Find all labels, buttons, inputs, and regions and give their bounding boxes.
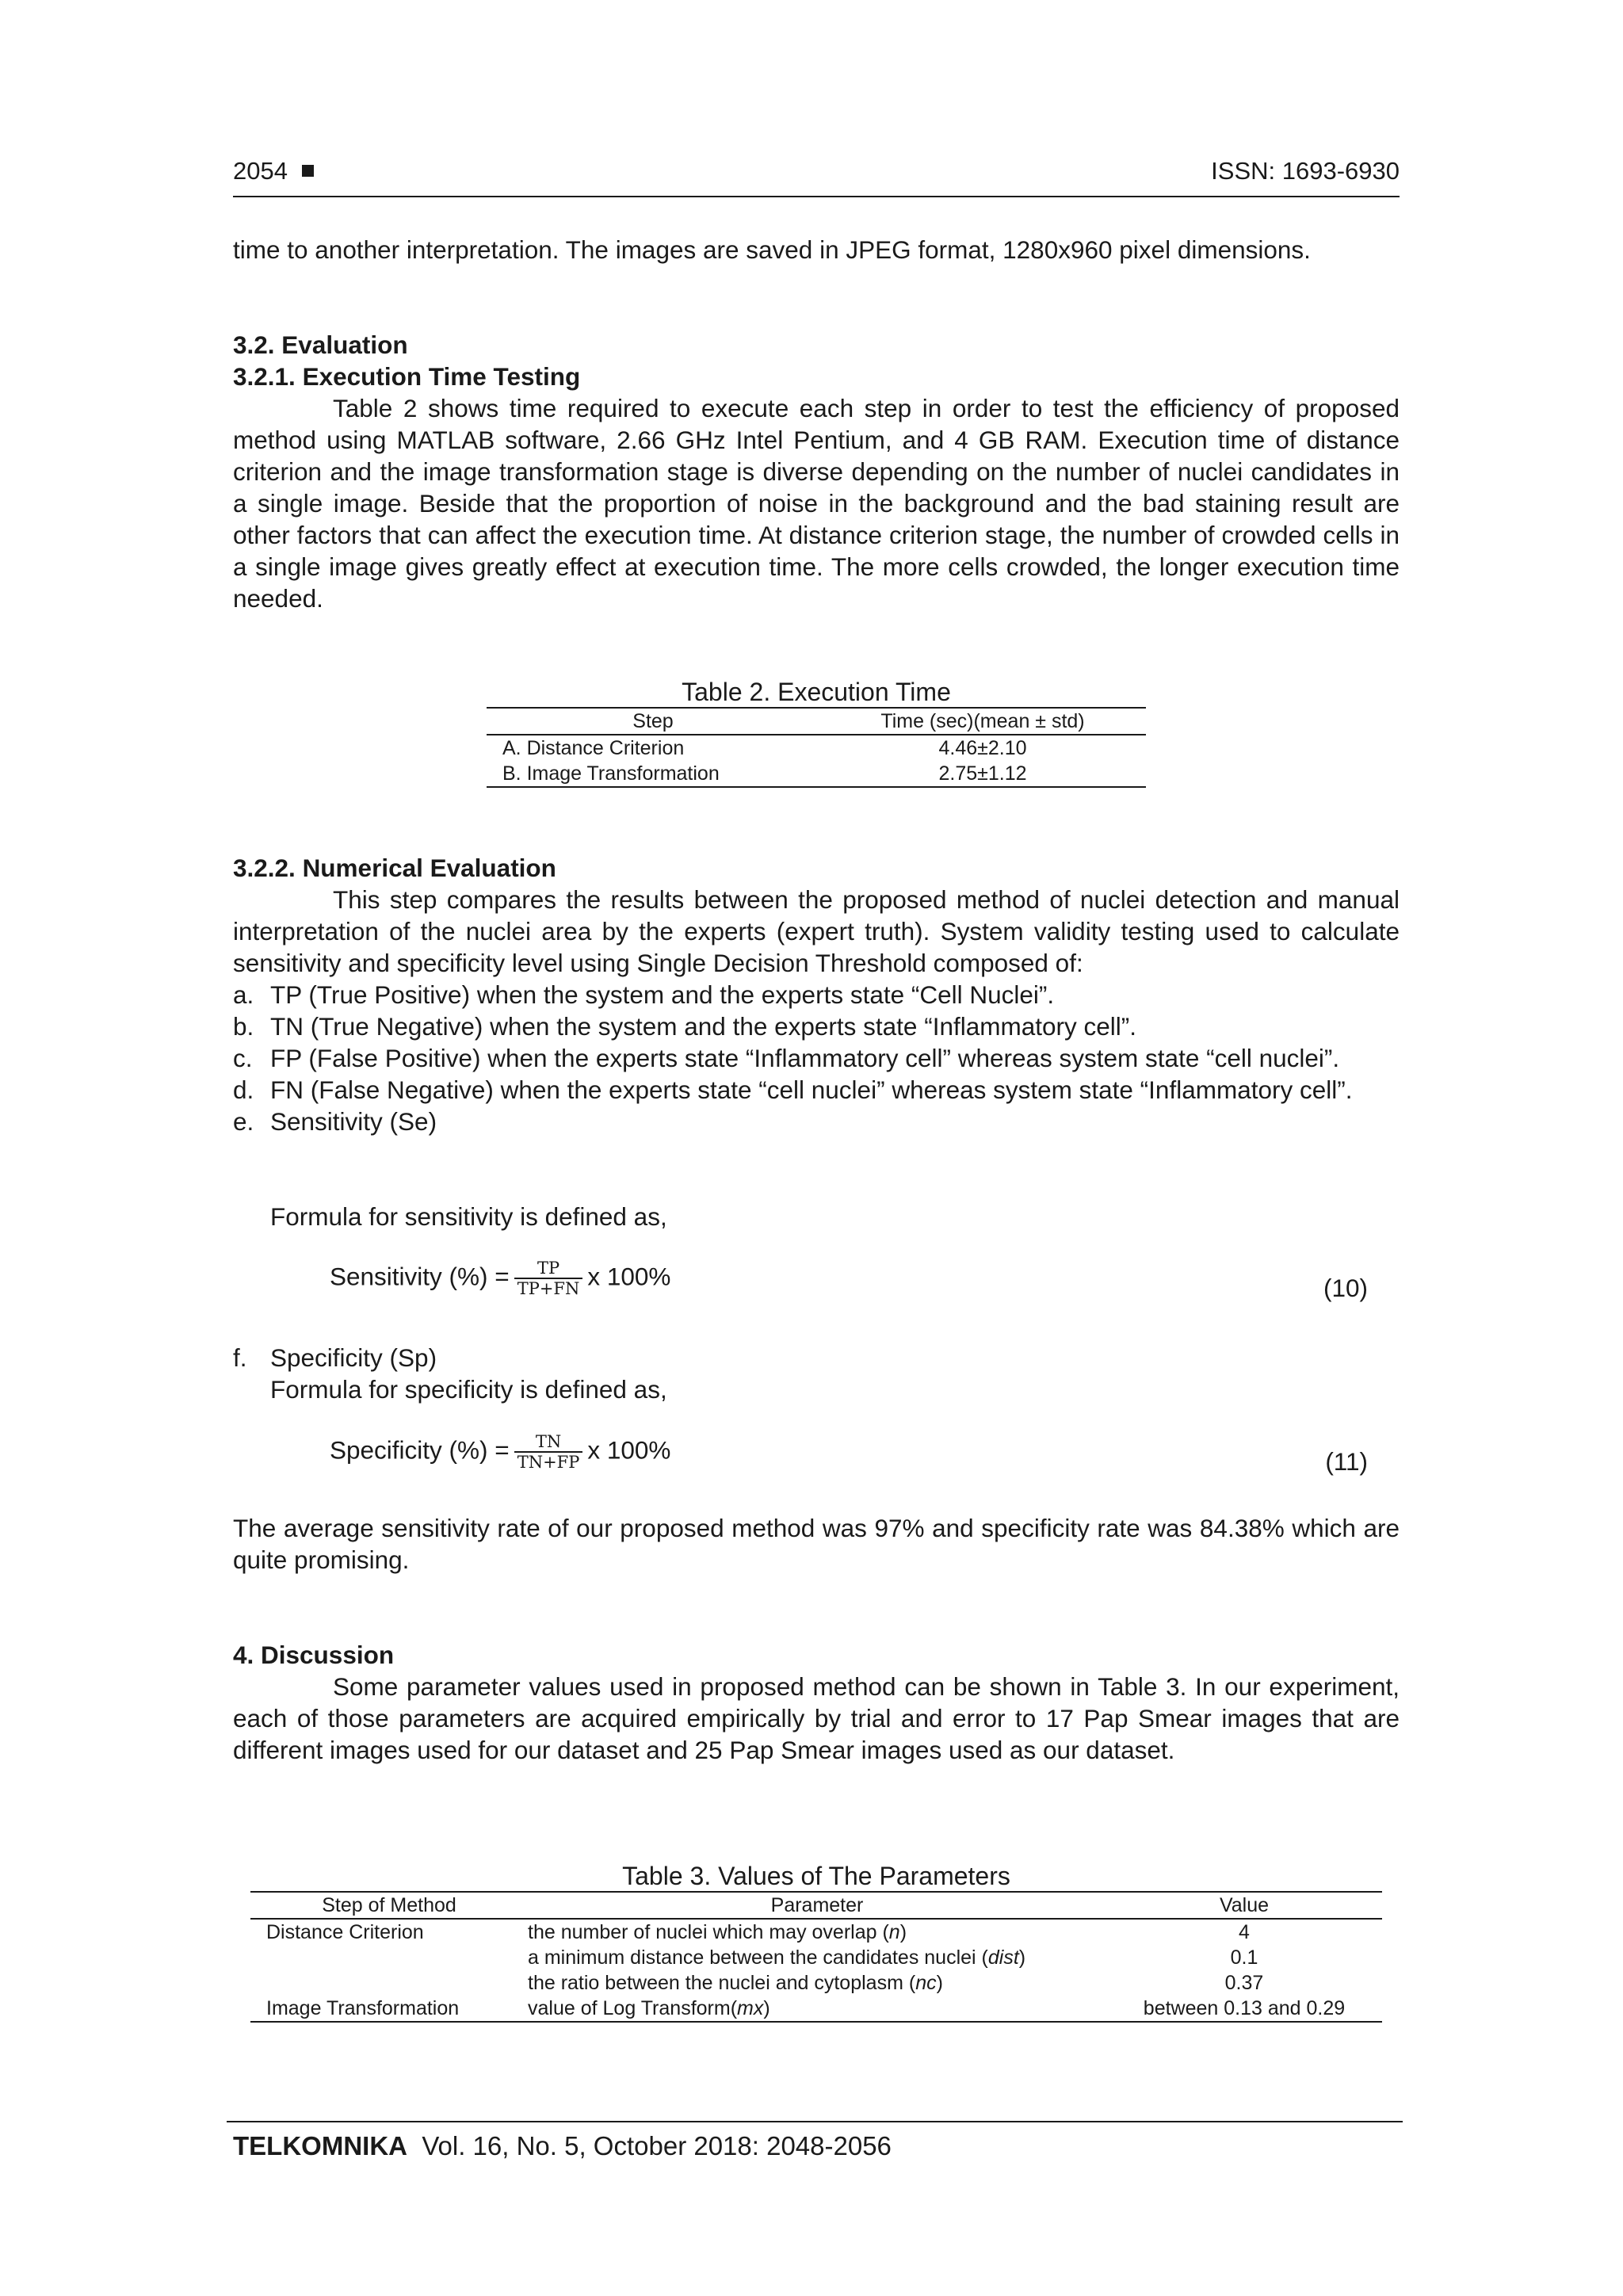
page-footer [233, 2130, 892, 2162]
table2-cell-time: 2.75±1.12 [819, 761, 1146, 787]
list-item [233, 1106, 1400, 1137]
intro-paragraph: time to another interpretation. The images are saved in JPEG format, 1280x960 pixel dimensions. [233, 235, 1311, 264]
table3-header-step: Step of Method [250, 1892, 528, 1919]
param-text: value of Log Transform( [528, 1997, 738, 2019]
table-row [487, 735, 1146, 761]
sensitivity-formula-intro: Formula for sensitivity is defined as, [270, 1202, 667, 1231]
list-item [233, 979, 1400, 1010]
specificity-formula-intro: Formula for specificity is defined as, [270, 1375, 667, 1404]
list-item-text: FP (False Positive) when the experts state “Inflammatory cell” whereas system state “cell nuclei”. [270, 1044, 1340, 1072]
list-item [233, 1042, 1400, 1074]
list-marker: b. [233, 1012, 254, 1041]
section-3-2-2-heading: 3.2.2. Numerical Evaluation [233, 854, 556, 882]
eq11-fraction [514, 1432, 583, 1472]
eq10-rhs: x 100% [587, 1262, 671, 1291]
table3-parameters [250, 1891, 1382, 2023]
list-item-text: TP (True Positive) when the system and the experts state “Cell Nuclei”. [270, 980, 1055, 1009]
definition-list-f [233, 1342, 1400, 1373]
list-item-text: FN (False Negative) when the experts state “cell nuclei” whereas system state “Inflammatory cell”. [270, 1075, 1353, 1104]
table2-cell-step: B. Image Transformation [487, 761, 819, 787]
table-header-row [487, 708, 1146, 735]
table3-cell-value: 0.37 [1224, 1972, 1264, 1994]
table-row [250, 1970, 1382, 1996]
section-4 [233, 1639, 1400, 1766]
eq11-denominator: TN+FP [517, 1453, 580, 1472]
param-end: ) [936, 1972, 943, 1994]
table2-caption: Table 2. Execution Time [682, 678, 951, 706]
numerical-evaluation-paragraph: This step compares the results between the proposed method of nuclei detection and manual interpretation of the nuclei area by the experts (expert truth). System validity testing used to calculate sensitivity and specificity level using Single Decision Threshold composed of: [233, 885, 1400, 977]
list-item-text: Sensitivity (Se) [270, 1107, 437, 1136]
list-item-text: Specificity (Sp) [270, 1343, 437, 1372]
table-row [250, 1919, 1382, 1945]
table3-header-value: Value [1106, 1892, 1382, 1919]
table-header-row [250, 1892, 1382, 1919]
footer-divider [227, 2121, 1403, 2122]
table3-cell-step: Image Transformation [250, 1996, 528, 2022]
equation-11-number: (11) [1325, 1447, 1368, 1476]
table3-cell-parameter [528, 1919, 1106, 1945]
table3-cell-parameter [528, 1996, 1106, 2022]
section-3-2-heading: 3.2. Evaluation [233, 330, 408, 359]
list-marker: c. [233, 1044, 253, 1072]
eq10-fraction [514, 1259, 583, 1298]
eq10-numerator: TP [514, 1259, 583, 1279]
param-end: ) [763, 1997, 770, 2019]
list-marker: f. [233, 1343, 247, 1372]
eq11-numerator: TN [514, 1432, 583, 1453]
table3-cell-step [250, 1945, 528, 1970]
list-marker: d. [233, 1075, 254, 1104]
param-symbol: n [888, 1921, 900, 1943]
table2-cell-step: A. Distance Criterion [502, 737, 685, 759]
table2-cell-time: 4.46±2.10 [938, 737, 1027, 759]
journal-name: TELKOMNIKA [233, 2131, 407, 2160]
list-item [233, 1342, 1400, 1373]
intro-block [233, 234, 1400, 266]
table-row [250, 1996, 1382, 2022]
section-3-2-1-heading: 3.2.1. Execution Time Testing [233, 362, 581, 391]
table3-cell-parameter [528, 1970, 1106, 1996]
conclusion-block [233, 1512, 1400, 1576]
eq11-lhs: Specificity (%) = [330, 1435, 510, 1465]
table3-caption: Table 3. Values of The Parameters [622, 1862, 1010, 1890]
equation-10-number: (10) [1323, 1274, 1368, 1302]
equation-11 [330, 1432, 670, 1472]
conclusion-paragraph: The average sensitivity rate of our proposed method was 97% and specificity rate was 84.38% which are quite promising. [233, 1514, 1400, 1574]
table2-execution-time [487, 707, 1146, 788]
list-marker: a. [233, 980, 254, 1009]
eq11-rhs: x 100% [587, 1435, 671, 1465]
eq10-denominator: TP+FN [517, 1279, 580, 1298]
param-symbol: nc [915, 1972, 937, 1994]
eq10-lhs: Sensitivity (%) = [330, 1262, 510, 1291]
table-row [487, 761, 1146, 787]
param-end: ) [1018, 1946, 1026, 1969]
table2-header-time: Time (sec)(mean ± std) [819, 708, 1146, 735]
param-text: a minimum distance between the candidates nuclei ( [528, 1946, 988, 1969]
table3-cell-value: 0.1 [1230, 1946, 1258, 1969]
list-item [233, 1010, 1400, 1042]
param-symbol: dist [987, 1946, 1019, 1969]
section-4-heading: 4. Discussion [233, 1641, 395, 1669]
header-divider [233, 196, 1400, 197]
table3-cell-value: between 0.13 and 0.29 [1106, 1996, 1382, 2022]
square-bullet-icon [302, 165, 314, 177]
table3-header-parameter: Parameter [528, 1892, 1106, 1919]
section-3-2 [233, 329, 1400, 614]
table3-cell-value: 4 [1239, 1921, 1250, 1943]
param-end: ) [899, 1921, 907, 1943]
discussion-paragraph: Some parameter values used in proposed method can be shown in Table 3. In our experiment, each of those parameters are acquired empirically by trial and error to 17 Pap Smear images that are different images used for our dataset and 25 Pap Smear images used as our dataset. [233, 1672, 1400, 1764]
section-3-2-2 [233, 852, 1400, 979]
table3-cell-step [250, 1970, 528, 1996]
equation-10 [330, 1259, 670, 1298]
param-text: the ratio between the nuclei and cytoplasm ( [528, 1972, 916, 1994]
param-symbol: mx [737, 1997, 764, 2019]
table3-cell-parameter [528, 1945, 1106, 1970]
page-header-left [233, 155, 314, 187]
param-text: the number of nuclei which may overlap ( [528, 1921, 889, 1943]
list-marker: e. [233, 1107, 254, 1136]
execution-time-paragraph: Table 2 shows time required to execute each step in order to test the efficiency of proposed method using MATLAB software, 2.66 GHz Intel Pentium, and 4 GB RAM. Execution time of distance criterion and the image transformation stage is diverse depending on the number of nuclei candidates in a single image. Beside that the proportion of noise in the background and the bad staining result are other factors that can affect the execution time. At distance criterion stage, the number of crowded cells in a single image gives greatly effect at execution time. The more cells crowded, the longer execution time needed. [233, 394, 1400, 613]
list-item-text: TN (True Negative) when the system and the experts state “Inflammatory cell”. [270, 1012, 1136, 1041]
definition-list [233, 979, 1400, 1137]
issn-label: ISSN: 1693-6930 [1211, 157, 1400, 185]
table-row [250, 1945, 1382, 1970]
table2-header-step: Step [487, 708, 819, 735]
journal-citation: Vol. 16, No. 5, October 2018: 2048-2056 [422, 2131, 892, 2160]
list-item [233, 1074, 1400, 1106]
page-number: 2054 [233, 157, 288, 185]
table3-cell-step: Distance Criterion [266, 1921, 424, 1943]
